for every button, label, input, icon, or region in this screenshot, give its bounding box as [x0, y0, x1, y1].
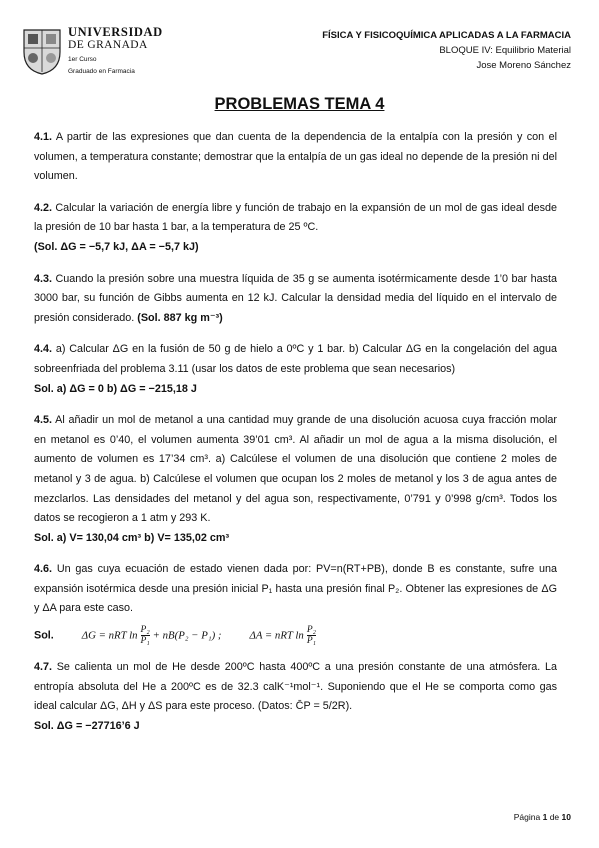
problem-solution: (Sol. 887 kg m⁻³) — [137, 311, 223, 324]
problem-number: 4.3. — [34, 272, 53, 285]
ratio-numerator: P₂ — [306, 625, 316, 636]
page-number: 1 — [542, 812, 548, 822]
problem-4-4 — [34, 340, 557, 399]
ratio-numerator: P₂ — [140, 625, 150, 636]
pressure-ratio — [307, 625, 316, 646]
problem-number: 4.7. — [34, 661, 53, 674]
problem-4-2 — [34, 199, 557, 258]
solution-label: Sol. — [34, 629, 54, 642]
page-footer — [514, 812, 571, 822]
problem-4-6 — [34, 560, 557, 646]
author-name: Jose Moreno Sánchez — [476, 60, 571, 71]
problem-solution: Sol. a) V= 130,04 cm³ b) V= 135,02 cm³ — [34, 531, 230, 544]
delta-g-suffix: + nB(P₂ − P₁) ; — [152, 629, 222, 642]
problem-solution — [34, 625, 557, 646]
problem-text: Se calienta un mol de He desde 200ºC hasta 400ºC a una presión constante de una atmósfera. La entropía absoluta del He a 200ºC es de 32.3 calK⁻¹mol⁻¹. Suponiendo que el He se comporta como gas ideal calcular ΔG, ΔH y ΔS para este proceso. (Datos: C̄P = 5/2R). — [34, 661, 558, 713]
problem-text: A partir de las expresiones que dan cuenta de la dependencia de la entalpía con la presión y con el volumen, a temperatura constante; demostrar que la entalpía de un gas ideal no depende de la presión ni del volumen. — [34, 131, 557, 183]
page-title: PROBLEMAS TEMA 4 — [214, 95, 385, 113]
problem-solution: (Sol. ΔG = −5,7 kJ, ΔA = −5,7 kJ) — [34, 240, 199, 253]
problem-number: 4.2. — [34, 201, 53, 214]
problem-number: 4.1. — [34, 131, 53, 143]
block-title: BLOQUE IV: Equilibrio Material — [439, 45, 571, 56]
problem-4-3 — [34, 270, 557, 329]
problem-text: Calcular la variación de energía libre y función de trabajo en la expansión de un mol de gas ideal desde la presión de 10 bar hasta 1 bar, a la temperatura de 25 ºC. — [34, 201, 557, 234]
problem-list — [34, 128, 557, 748]
ratio-denominator: P₁ — [306, 636, 316, 647]
problem-number: 4.6. — [34, 563, 53, 576]
subject-title: FÍSICA Y FISICOQUÍMICA APLICADAS A LA FARMACIA — [322, 30, 571, 41]
university-name-line2: DE GRANADA — [68, 39, 148, 51]
header-left — [20, 26, 163, 76]
problem-4-5 — [34, 411, 557, 548]
ratio-denominator: P₁ — [140, 636, 150, 647]
page-prefix: Página — [513, 812, 541, 822]
page-of: de — [549, 812, 560, 822]
problem-4-1 — [34, 128, 557, 187]
university-crest-icon — [20, 26, 64, 76]
problem-text: Cuando la presión sobre una muestra líquida de 35 g se aumenta isotérmicamente desde 1’0 bar hasta 3000 bar, su función de Gibbs aumenta en 12 kJ. Calcular la densidad media del líquido en el intervalo de presión considerado. — [34, 272, 558, 324]
pressure-ratio — [141, 625, 150, 646]
problem-number: 4.5. — [34, 414, 53, 427]
course-label: 1er Curso — [68, 56, 97, 63]
page-total: 10 — [561, 812, 571, 822]
problem-solution: Sol. a) ΔG = 0 b) ΔG = −215,18 J — [34, 382, 197, 395]
degree-label: Graduado en Farmacia — [68, 68, 135, 75]
delta-a-prefix: ΔA = nRT ln — [249, 629, 304, 642]
problem-text: Un gas cuya ecuación de estado vienen dada por: PV=n(RT+PB), donde B es constante, sufre una expansión isotérmica desde una presión inicial P₁ hasta una presión final P₂. Obtener las expresiones de ΔG y ΔA para este caso. — [34, 563, 558, 615]
problem-solution: Sol. ΔG = −27716’6 J — [34, 719, 140, 732]
problem-number: 4.4. — [34, 343, 53, 356]
problem-text: Al añadir un mol de metanol a una cantidad muy grande de una disolución acuosa cuya fracción molar en metanol es 0’40, el volumen aumenta 39’01 cm³. Al añadir un mol de agua a la misma disolución, el aumento de volumen es 17’34 cm³. a) Calcúlese el volumen de una disolución que contiene 2 moles de metanol y 3 de agua. b) Calcúlese el volumen que ocupan los 2 moles de metanol y los 3 de agua antes de mezclarlos. Las densidades del metanol y del agua son, respectivamente, 0’791 y 0’998 g/cm³. Todos los datos se recogieron a 1 atm y 293 K. — [34, 414, 557, 525]
problem-4-7 — [34, 658, 557, 736]
delta-g-prefix: ΔG = nRT ln — [81, 629, 138, 642]
university-name-line1: UNIVERSIDAD — [68, 25, 163, 39]
header-right — [322, 28, 571, 73]
problem-text: a) Calcular ΔG en la fusión de 50 g de hielo a 0ºC y 1 bar. b) Calcular ΔG en la congelación del agua sobreenfriada del problema 3.11 (usar los datos de este problema que sean necesarios) — [34, 343, 557, 375]
